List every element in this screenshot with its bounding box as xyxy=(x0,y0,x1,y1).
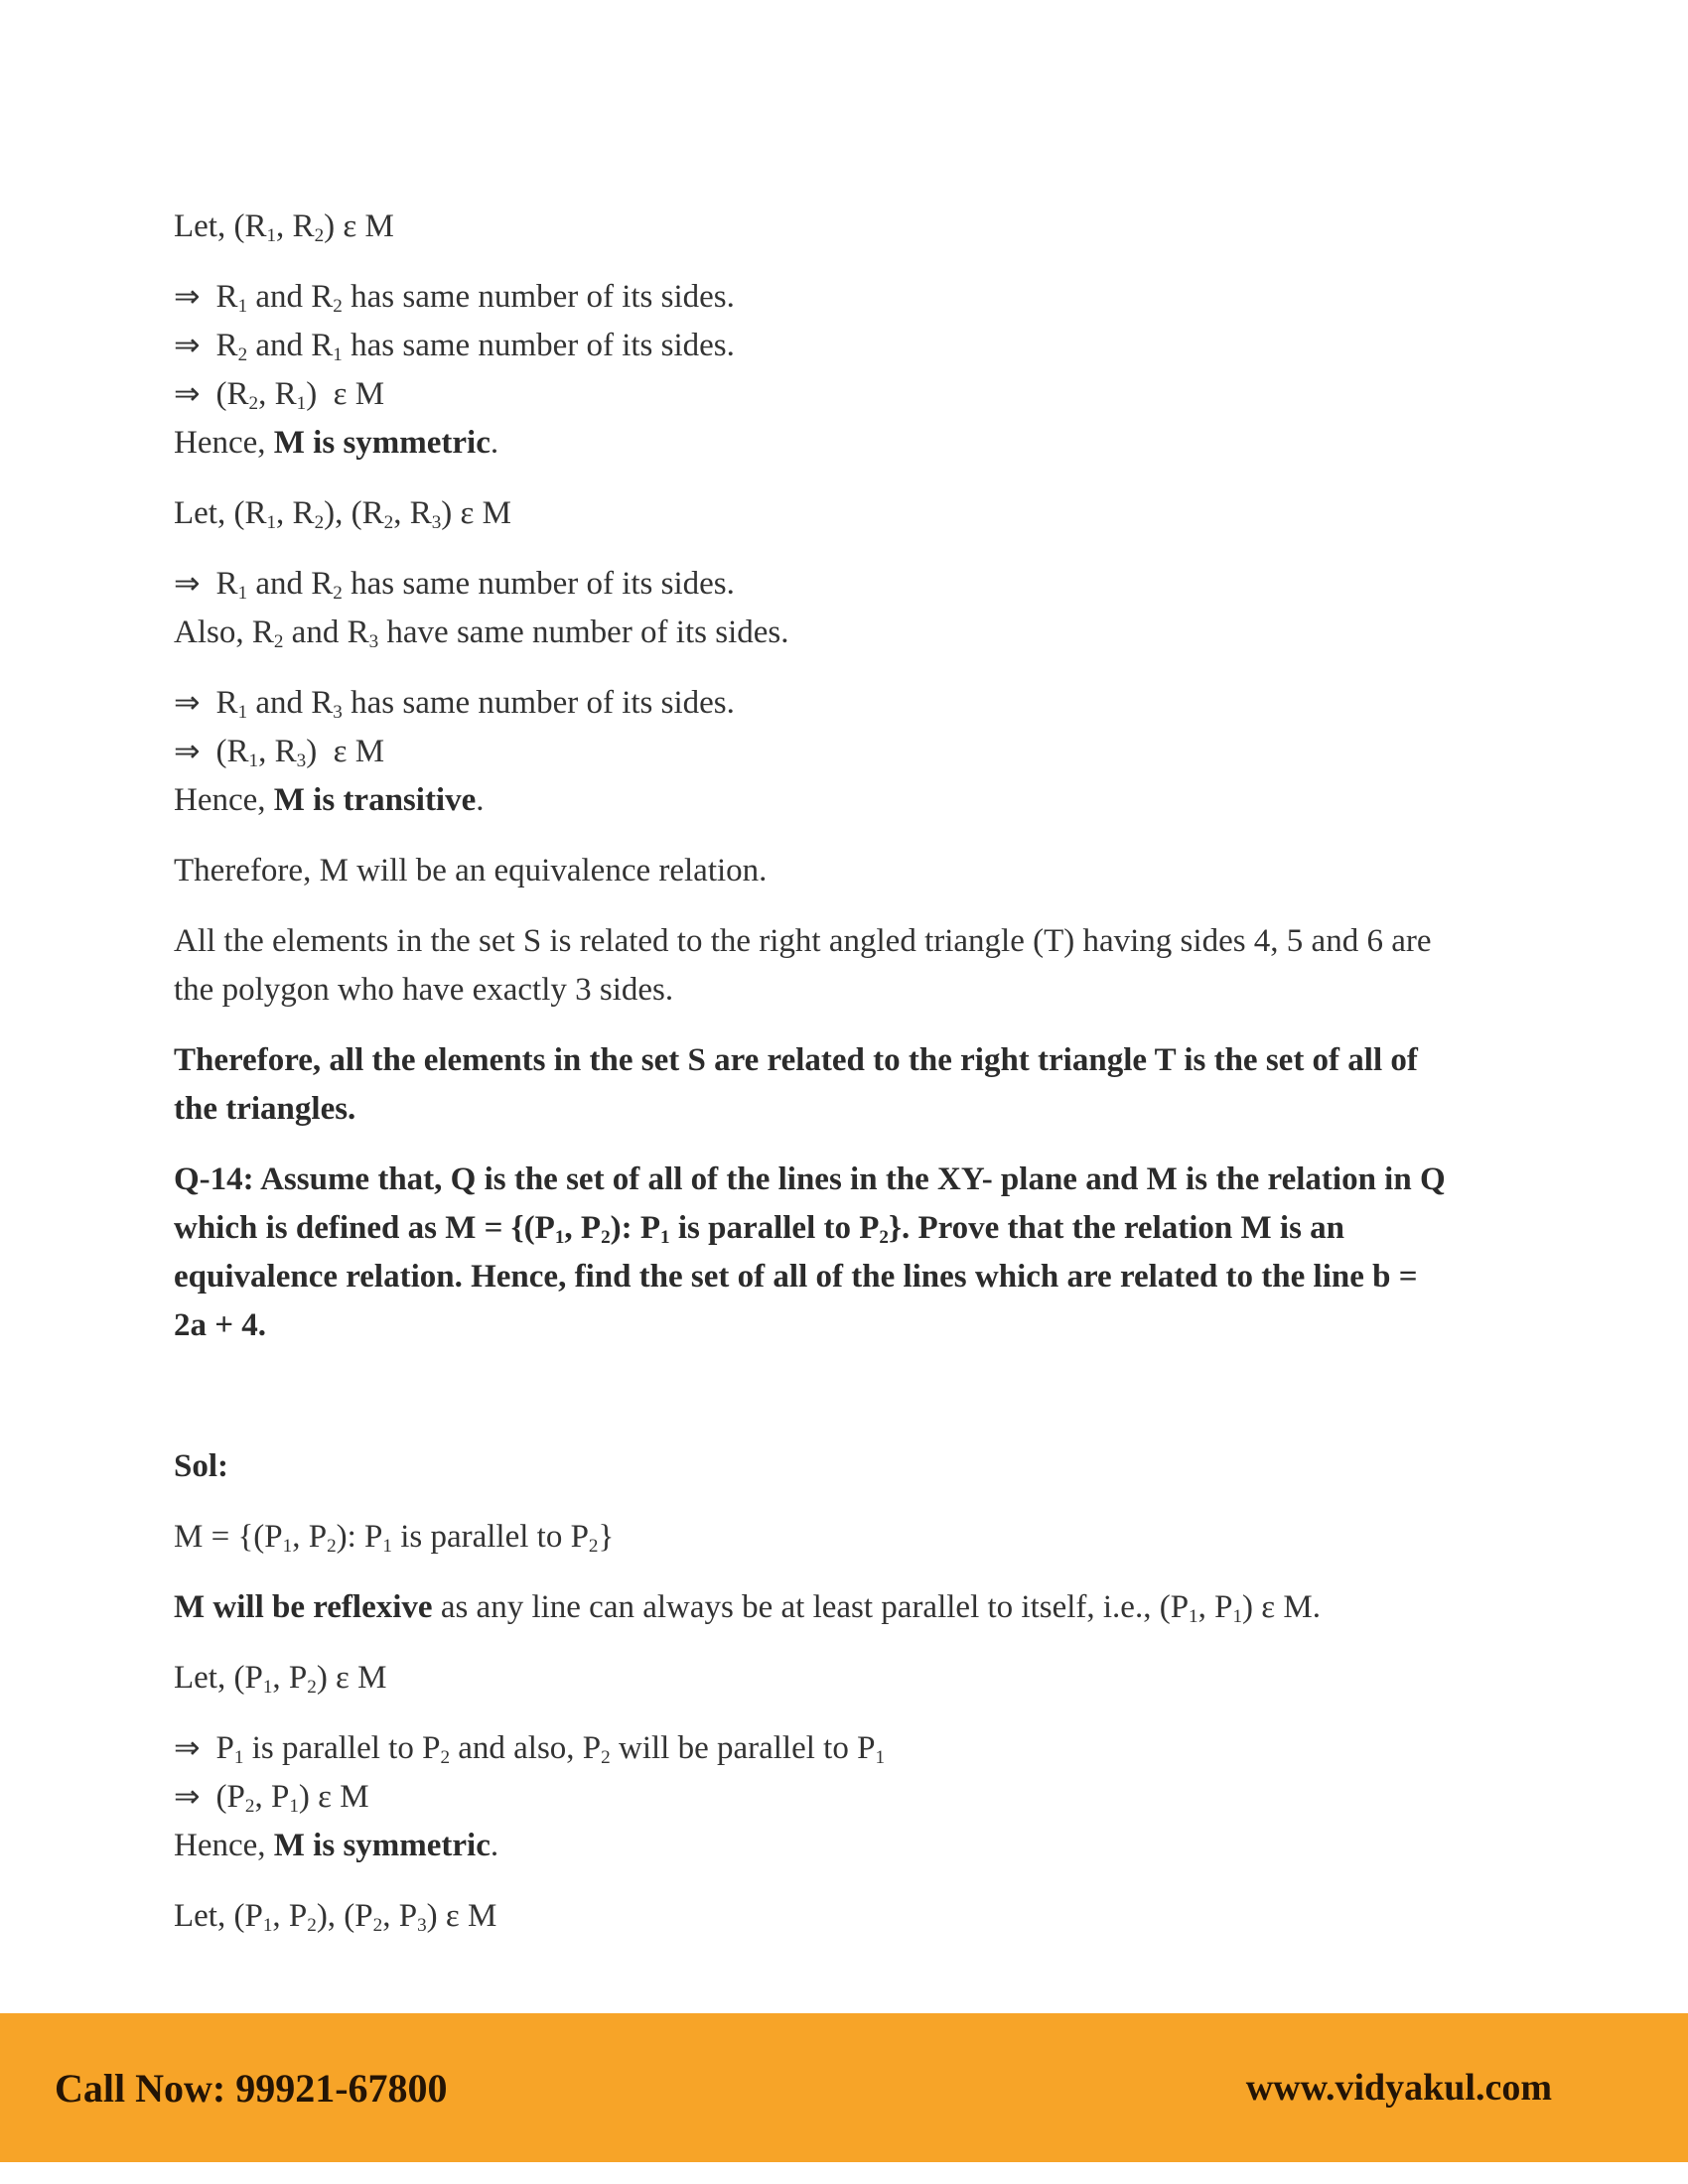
text-segment: and R xyxy=(283,614,369,650)
text-segment: 2 xyxy=(327,1535,337,1557)
implies-arrow-glyph: ⇒ xyxy=(174,279,201,315)
implies-arrow-glyph: ⇒ xyxy=(174,566,201,602)
text-segment: is parallel to P xyxy=(391,1519,589,1555)
text-line xyxy=(174,1085,1564,1134)
text-segment: is parallel to P xyxy=(243,1730,441,1766)
text-segment: M is symmetric xyxy=(273,425,491,461)
text-line xyxy=(174,370,1564,419)
implies-arrow-glyph: ⇒ xyxy=(174,328,201,363)
text-line xyxy=(174,1654,1564,1703)
text-segment: R xyxy=(215,685,238,721)
text-segment: is parallel to P xyxy=(669,1210,880,1246)
text-segment: Sol: xyxy=(174,1448,229,1484)
text-segment: ) ε M xyxy=(306,376,385,412)
text-segment: 3 xyxy=(431,511,442,533)
text-line xyxy=(174,1253,1564,1301)
paragraph xyxy=(174,203,1564,251)
text-segment: . xyxy=(490,1828,499,1863)
text-segment: Hence, xyxy=(174,782,274,818)
paragraph xyxy=(174,1442,1564,1491)
text-line xyxy=(174,489,1564,538)
text-segment: 1 xyxy=(1232,1605,1243,1627)
text-line xyxy=(174,776,1564,825)
text-segment: and R xyxy=(247,328,334,363)
text-segment: 2 xyxy=(244,1795,255,1817)
paragraph xyxy=(174,1156,1564,1350)
text-segment: Hence, xyxy=(174,425,274,461)
text-segment: has same number of its sides. xyxy=(342,566,735,602)
text-line xyxy=(174,847,1564,895)
text-segment: 1 xyxy=(262,1914,273,1936)
text-segment: (R xyxy=(215,734,249,769)
text-segment: equivalence relation. Hence, find the set of all of the lines which are related to the line b = xyxy=(174,1259,1418,1295)
text-segment: , R xyxy=(276,495,315,531)
text-segment: which is defined as M = {(P xyxy=(174,1210,555,1246)
text-segment: 2 xyxy=(307,1676,317,1698)
text-segment: 2 xyxy=(307,1914,317,1936)
text-segment: 2 xyxy=(440,1746,450,1768)
text-segment: R xyxy=(215,328,238,363)
text-segment: ) ε M xyxy=(298,1779,369,1815)
text-segment: R xyxy=(215,279,238,315)
text-segment: 1 xyxy=(382,1535,392,1557)
text-segment: 1 xyxy=(296,392,307,414)
text-segment: 1 xyxy=(1189,1605,1198,1627)
text-segment: 1 xyxy=(875,1746,885,1768)
text-segment: 3 xyxy=(296,750,307,771)
text-segment: , P xyxy=(254,1779,290,1815)
text-segment: } xyxy=(598,1519,615,1555)
document-body xyxy=(174,203,1564,1941)
text-segment: 2 xyxy=(879,1226,889,1248)
footer-bar xyxy=(0,2013,1688,2162)
text-segment: Therefore, all the elements in the set S are related to the right triangle T is the set of all of xyxy=(174,1042,1418,1078)
text-segment: M will be reflexive xyxy=(174,1589,433,1625)
call-now-text: Call Now: 99921-67800 xyxy=(55,2065,448,2111)
text-segment: , P xyxy=(272,1660,308,1696)
text-segment: 1 xyxy=(262,1676,273,1698)
paragraph xyxy=(174,847,1564,895)
text-line xyxy=(174,1822,1564,1870)
paragraph xyxy=(174,1654,1564,1703)
text-segment: 1 xyxy=(248,750,259,771)
text-segment: will be parallel to P xyxy=(610,1730,876,1766)
paragraph xyxy=(174,273,1564,468)
text-segment: , P xyxy=(382,1898,418,1934)
text-segment: 2 xyxy=(333,582,343,604)
text-segment: 3 xyxy=(417,1914,427,1936)
text-line xyxy=(174,203,1564,251)
text-segment: 3 xyxy=(333,701,343,723)
text-segment: Therefore, M will be an equivalence relation. xyxy=(174,853,768,888)
text-segment: , P xyxy=(292,1519,328,1555)
text-line xyxy=(174,560,1564,609)
text-line xyxy=(174,679,1564,728)
paragraph xyxy=(174,679,1564,825)
text-segment: 2 xyxy=(237,343,248,365)
text-segment: , P xyxy=(272,1898,308,1934)
implies-arrow-glyph: ⇒ xyxy=(174,734,201,769)
paragraph xyxy=(174,1892,1564,1941)
text-segment: , R xyxy=(393,495,432,531)
text-segment: Also, R xyxy=(174,614,274,650)
text-segment: 2 xyxy=(248,392,259,414)
website-link[interactable]: www.vidyakul.com xyxy=(1245,2067,1552,2109)
implies-arrow-glyph: ⇒ xyxy=(174,1779,201,1815)
text-segment: and R xyxy=(247,566,334,602)
text-line xyxy=(174,1724,1564,1773)
implies-arrow-glyph: ⇒ xyxy=(174,376,201,412)
text-segment: Let, (R xyxy=(174,208,267,244)
text-segment: the polygon who have exactly 3 sides. xyxy=(174,972,674,1008)
text-line xyxy=(174,966,1564,1015)
text-line xyxy=(174,609,1564,657)
text-line xyxy=(174,1301,1564,1350)
text-line xyxy=(174,1773,1564,1822)
text-segment: 1 xyxy=(237,295,248,317)
text-segment: the triangles. xyxy=(174,1091,356,1127)
text-segment: . xyxy=(476,782,485,818)
text-segment: M is transitive xyxy=(273,782,477,818)
text-line xyxy=(174,419,1564,468)
paragraph xyxy=(174,560,1564,657)
text-line xyxy=(174,728,1564,776)
text-segment: , R xyxy=(276,208,315,244)
text-segment: and also, P xyxy=(450,1730,602,1766)
text-segment: Let, (P xyxy=(174,1898,263,1934)
text-segment: 2a + 4. xyxy=(174,1307,267,1343)
blank-line xyxy=(174,1372,1564,1421)
text-segment: Q-14: Assume that, Q is the set of all of the lines in the XY- plane and M is the relation in Q xyxy=(174,1161,1446,1197)
text-line xyxy=(174,322,1564,370)
text-segment: has same number of its sides. xyxy=(342,328,735,363)
text-segment: Hence, xyxy=(174,1828,274,1863)
text-segment: P xyxy=(215,1730,234,1766)
text-segment: 2 xyxy=(314,224,325,246)
paragraph xyxy=(174,917,1564,1015)
text-segment: Let, (R xyxy=(174,495,267,531)
implies-arrow-glyph: ⇒ xyxy=(174,1730,201,1766)
text-segment: 1 xyxy=(660,1226,670,1248)
text-segment: ): P xyxy=(610,1210,661,1246)
text-segment: 1 xyxy=(266,511,277,533)
text-segment: and R xyxy=(247,279,334,315)
text-segment: have same number of its sides. xyxy=(378,614,789,650)
paragraph xyxy=(174,1513,1564,1562)
paragraph xyxy=(174,489,1564,538)
text-segment: as any line can always be at least parallel to itself, i.e., (P xyxy=(432,1589,1190,1625)
text-segment: 1 xyxy=(289,1795,299,1817)
text-segment: 2 xyxy=(372,1914,383,1936)
text-segment: 1 xyxy=(282,1535,293,1557)
text-segment: , R xyxy=(258,376,297,412)
text-line xyxy=(174,1583,1564,1632)
text-segment: 1 xyxy=(266,224,277,246)
text-segment: ) ε M xyxy=(306,734,385,769)
text-line xyxy=(174,273,1564,322)
text-segment: 3 xyxy=(368,630,379,652)
text-segment: , P xyxy=(564,1210,602,1246)
text-line xyxy=(174,917,1564,966)
text-segment: 2 xyxy=(314,511,325,533)
paragraph xyxy=(174,1583,1564,1632)
text-segment: 2 xyxy=(383,511,394,533)
text-segment: 1 xyxy=(237,701,248,723)
text-segment: ) ε M xyxy=(316,1660,387,1696)
text-segment: All the elements in the set S is related to the right angled triangle (T) having sides 4, 5 and 6 are xyxy=(174,923,1432,959)
text-segment: 1 xyxy=(554,1226,565,1248)
text-segment: , P xyxy=(1197,1589,1233,1625)
text-segment: (R xyxy=(215,376,249,412)
paragraph xyxy=(174,1036,1564,1134)
text-segment: Let, (P xyxy=(174,1660,263,1696)
text-segment: . xyxy=(490,425,499,461)
text-segment: and R xyxy=(247,685,334,721)
text-segment: 1 xyxy=(233,1746,244,1768)
text-segment: ), (P xyxy=(316,1898,373,1934)
text-segment: M = {(P xyxy=(174,1519,283,1555)
text-segment: , R xyxy=(258,734,297,769)
text-segment: 2 xyxy=(601,1746,611,1768)
text-segment: 2 xyxy=(601,1226,611,1248)
text-segment: ), (R xyxy=(324,495,384,531)
text-segment: 2 xyxy=(588,1535,599,1557)
text-segment: 1 xyxy=(333,343,343,365)
text-segment: ) ε M xyxy=(324,208,394,244)
text-segment: ): P xyxy=(336,1519,383,1555)
text-segment: 1 xyxy=(237,582,248,604)
paragraph xyxy=(174,1372,1564,1421)
text-segment: (P xyxy=(215,1779,245,1815)
text-segment: ) ε M. xyxy=(1242,1589,1321,1625)
paragraph xyxy=(174,1724,1564,1870)
text-line xyxy=(174,1892,1564,1941)
text-line xyxy=(174,1513,1564,1562)
text-line xyxy=(174,1036,1564,1085)
text-segment: has same number of its sides. xyxy=(342,279,735,315)
text-segment: M is symmetric xyxy=(273,1828,491,1863)
text-segment: 2 xyxy=(273,630,284,652)
implies-arrow-glyph: ⇒ xyxy=(174,685,201,721)
text-line xyxy=(174,1204,1564,1253)
text-segment: R xyxy=(215,566,238,602)
text-segment: }. Prove that the relation M is an xyxy=(888,1210,1345,1246)
text-segment: 2 xyxy=(333,295,343,317)
text-segment: ) ε M xyxy=(426,1898,497,1934)
text-segment: ) ε M xyxy=(441,495,511,531)
text-line xyxy=(174,1156,1564,1204)
text-line xyxy=(174,1442,1564,1491)
text-segment: has same number of its sides. xyxy=(342,685,735,721)
